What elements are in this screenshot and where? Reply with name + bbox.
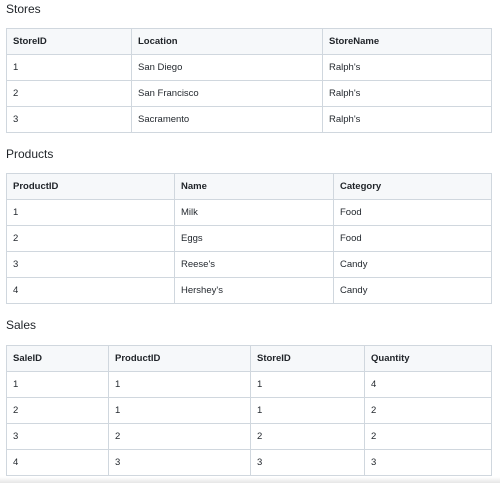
table-row xyxy=(7,107,492,133)
table-header-row xyxy=(7,174,492,200)
table-header-row xyxy=(7,29,492,55)
table-cell: Ralph's xyxy=(323,107,492,133)
column-header-productid: ProductID xyxy=(7,174,175,200)
table-row xyxy=(7,424,492,450)
table-cell: 2 xyxy=(109,424,251,450)
table-row xyxy=(7,252,492,278)
table-row xyxy=(7,81,492,107)
table-row xyxy=(7,55,492,81)
table-cell: 3 xyxy=(7,424,109,450)
table-cell: Food xyxy=(334,200,492,226)
products-heading: Products xyxy=(6,147,54,161)
table-cell: 1 xyxy=(251,372,365,398)
table-cell: Sacramento xyxy=(132,107,323,133)
table-cell: Milk xyxy=(175,200,334,226)
column-header-saleid: SaleID xyxy=(7,346,109,372)
table-cell: 4 xyxy=(7,278,175,304)
column-header-quantity: Quantity xyxy=(365,346,492,372)
table-cell: 2 xyxy=(7,226,175,252)
table-row xyxy=(7,450,492,476)
table-cell: 1 xyxy=(7,200,175,226)
table-cell: 1 xyxy=(109,398,251,424)
table-cell: Ralph's xyxy=(323,81,492,107)
column-header-location: Location xyxy=(132,29,323,55)
table-cell: 2 xyxy=(365,424,492,450)
bottom-edge-shadow xyxy=(0,477,500,483)
table-cell: 2 xyxy=(7,398,109,424)
column-header-productid: ProductID xyxy=(109,346,251,372)
table-cell: 2 xyxy=(365,398,492,424)
column-header-storeid: StoreID xyxy=(251,346,365,372)
table-cell: 4 xyxy=(365,372,492,398)
sales-heading: Sales xyxy=(6,318,37,332)
column-header-category: Category xyxy=(334,174,492,200)
table-row xyxy=(7,278,492,304)
table-cell: 3 xyxy=(109,450,251,476)
table-cell: 1 xyxy=(7,55,132,81)
table-cell: Candy xyxy=(334,252,492,278)
table-cell: 3 xyxy=(251,450,365,476)
table-cell: 1 xyxy=(251,398,365,424)
column-header-storeid: StoreID xyxy=(7,29,132,55)
column-header-storename: StoreName xyxy=(323,29,492,55)
products-table xyxy=(6,173,492,304)
table-row xyxy=(7,372,492,398)
table-cell: Candy xyxy=(334,278,492,304)
table-cell: 3 xyxy=(365,450,492,476)
table-cell: San Diego xyxy=(132,55,323,81)
table-cell: 2 xyxy=(251,424,365,450)
stores-heading: Stores xyxy=(6,2,41,16)
table-cell: Ralph's xyxy=(323,55,492,81)
sales-table xyxy=(6,345,492,476)
table-cell: 2 xyxy=(7,81,132,107)
table-cell: 3 xyxy=(7,252,175,278)
table-cell: Hershey's xyxy=(175,278,334,304)
table-cell: Eggs xyxy=(175,226,334,252)
stores-table xyxy=(6,28,492,133)
table-row xyxy=(7,226,492,252)
table-cell: Reese's xyxy=(175,252,334,278)
table-cell: 3 xyxy=(7,107,132,133)
table-row xyxy=(7,200,492,226)
table-cell: San Francisco xyxy=(132,81,323,107)
table-cell: 1 xyxy=(7,372,109,398)
table-cell: Food xyxy=(334,226,492,252)
column-header-name: Name xyxy=(175,174,334,200)
table-cell: 1 xyxy=(109,372,251,398)
table-cell: 4 xyxy=(7,450,109,476)
table-header-row xyxy=(7,346,492,372)
table-row xyxy=(7,398,492,424)
